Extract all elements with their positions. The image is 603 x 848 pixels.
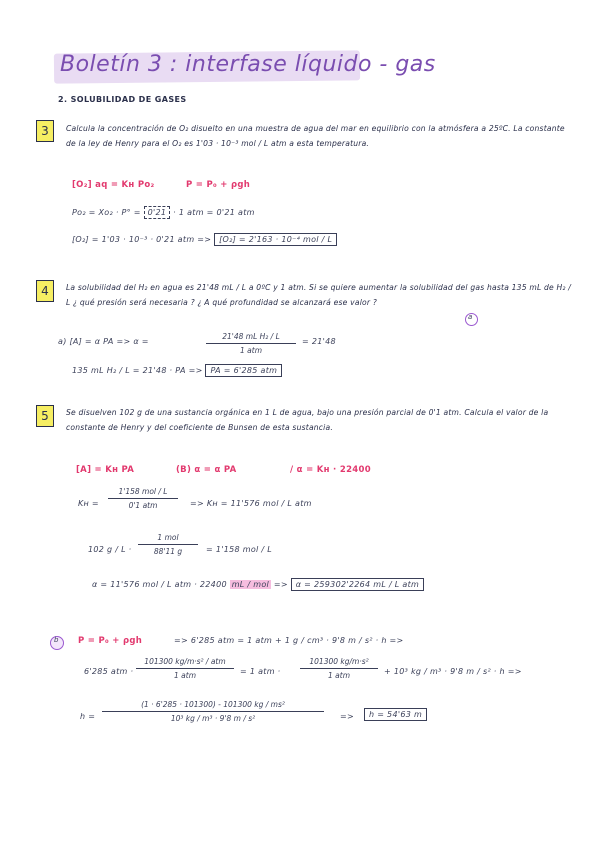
problem-3-partial-pressure-lhs: Pо₂ = Xо₂ · P° = [72, 208, 144, 217]
problem-3-statement: Calcula la concentración de O₂ disuelto en una muestra de agua del mar en equilibrio con la atmósfera a 25ºC. La constante de la ley de Henry para el O₂ es 1'03 · 10⁻³ mol / L atm a esta temperatura. [66, 124, 565, 148]
problem-5-statement: Se disuelven 102 g de una sustancia orgánica en 1 L de agua, bajo una presión parcial de 0'1 atm. Calcula el valor de la constante de Henry y del coeficiente de Bunsen de esta sustancia. [66, 408, 549, 432]
problem-5-bunsen-lhs: α = 11'576 mol / L atm · 22400 [92, 580, 227, 589]
part-b-line2-num2: 101300 kg/m·s² [309, 657, 369, 666]
problem-5-henry-eq: [A] = Kн PA [76, 465, 135, 475]
problem-5-bunsen-unit: mL / mol [231, 580, 270, 589]
problem-4-answer: PA = 6'285 atm [205, 364, 282, 377]
part-b-answer: h = 54'63 m [364, 708, 427, 721]
problem-5-kh-lhs: Kн = [78, 499, 99, 508]
problem-3-henry-eq: [O₂] aq = Kн Pо₂ [72, 180, 155, 190]
problem-5-mol-fraction [138, 533, 198, 556]
problem-4-pressure [72, 366, 282, 375]
problem-5-mol-bar [138, 544, 198, 545]
part-b-pressure-sub: => 6'285 atm = 1 atm + 1 g / cm³ · 9'8 m / s² · h => [174, 636, 404, 645]
problem-5-mol-result: = 1'158 mol / L [206, 545, 272, 554]
part-b-line2-mid: = 1 atm · [240, 667, 281, 676]
problem-5-kh-num: 1'158 mol / L [118, 487, 168, 496]
part-b-line2-den2: 1 atm [328, 671, 350, 680]
part-b-h-bar [102, 711, 324, 712]
part-b-h-lhs: h = [80, 712, 96, 721]
problem-3-answer: [O₂] = 2'163 · 10⁻⁴ mol / L [214, 233, 337, 246]
part-b-h-arrow: => [340, 712, 355, 721]
problem-3-partial-pressure-rhs: · 1 atm = 0'21 atm [170, 208, 255, 217]
part-b-h-num: (1 · 6'285 · 101300) - 101300 kg / ms² [141, 700, 285, 709]
problem-4-alpha-eq: a) [A] = α PA => α = [58, 337, 149, 346]
problem-5-answer: α = 259302'2264 mL / L atm [291, 578, 424, 591]
problem-3-result-lhs: [O₂] = 1'03 · 10⁻³ · 0'21 atm => [72, 235, 212, 244]
problem-4-mark-label: a [468, 313, 473, 321]
part-b-line2-num1: 101300 kg/m·s² / atm [144, 657, 226, 666]
problem-5-bunsen-arrow: => [273, 580, 288, 589]
problem-5-mol-num: 1 mol [157, 533, 179, 542]
problem-4-frac-num: 21'48 mL H₂ / L [222, 332, 280, 341]
problem-3-result [72, 235, 337, 244]
problem-3-fraction-box: 0'21 [144, 206, 171, 219]
part-b-mark-label: b [54, 636, 59, 644]
problem-4-alpha-fraction [206, 332, 296, 355]
problem-5-kh-result: => Kн = 11'576 mol / L atm [190, 499, 312, 508]
part-b-line2-frac2 [300, 657, 378, 680]
part-b-h-result [364, 710, 427, 719]
problem-4-number: 4 [36, 280, 54, 302]
part-b-line2-bar1 [136, 668, 234, 669]
problem-4-frac-bar [206, 343, 296, 344]
problem-5-bunsen-eq: (B) α = α PA [176, 465, 237, 475]
problem-5-mol-den: 88'11 g [153, 547, 183, 556]
problem-3-number: 3 [36, 120, 54, 142]
problem-5-relation-eq: / α = Kн · 22400 [290, 465, 371, 475]
problem-3-pressure-eq: P = P₀ + ρgh [186, 180, 251, 190]
part-b-line2-lhs: 6'285 atm · [84, 667, 134, 676]
section-heading: 2. SOLUBILIDAD DE GASES [58, 95, 187, 104]
problem-5-number: 5 [36, 405, 54, 427]
problem-4-pressure-lhs: 135 mL H₂ / L = 21'48 · PA => [72, 366, 203, 375]
part-b-pressure-eq: P = P₀ + ρgh [78, 636, 143, 646]
part-b-line2-bar2 [300, 668, 378, 669]
part-b-h-fraction [102, 700, 324, 723]
problem-5-kh-bar [108, 498, 178, 499]
part-b-h-den: 10³ kg / m³ · 9'8 m / s² [170, 714, 256, 723]
problem-5-kh-den: 0'1 atm [128, 501, 158, 510]
problem-3-partial-pressure [72, 208, 255, 217]
problem-4-alpha-value: = 21'48 [302, 337, 336, 346]
part-b-line2-den1: 1 atm [174, 671, 196, 680]
part-b-line2-frac1 [136, 657, 234, 680]
problem-5-mol-lhs: 102 g / L · [88, 545, 132, 554]
page-title: Boletín 3 : interfase líquido - gas [60, 52, 436, 77]
problem-5-bunsen-calc [92, 580, 424, 589]
problem-4-statement: La solubilidad del H₂ en agua es 21'48 mL / L a 0ºC y 1 atm. Si se quiere aumentar la solubilidad del gas hasta 135 mL de H₂ / L ¿ qué presión será necesaria ? ¿ A qué profundidad se alcanzará ese valor ? [66, 283, 572, 307]
part-b-line2-tail: + 10³ kg / m³ · 9'8 m / s² · h => [384, 667, 522, 676]
problem-4-frac-den: 1 atm [240, 346, 262, 355]
problem-5-kh-fraction [108, 487, 178, 510]
